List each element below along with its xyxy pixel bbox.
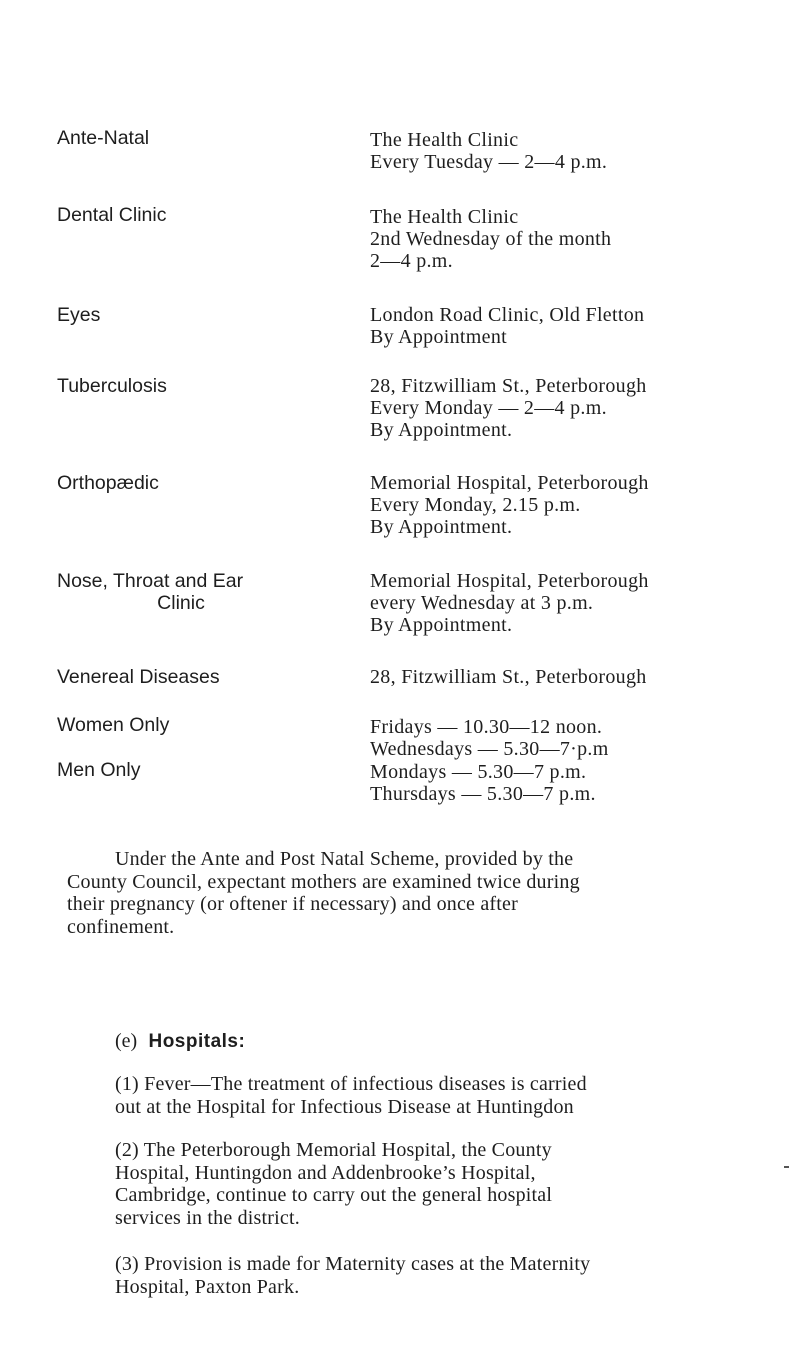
paragraph-line: out at the Hospital for Infectious Disease at Huntingdon bbox=[115, 1095, 574, 1118]
service-detail-line: 28, Fitzwilliam St., Peterborough bbox=[370, 666, 647, 688]
service-detail bbox=[370, 716, 770, 760]
service-detail-line: By Appointment. bbox=[370, 516, 513, 538]
service-label bbox=[57, 304, 337, 326]
margin-mark bbox=[784, 1166, 789, 1168]
service-label-line: Dental Clinic bbox=[57, 204, 167, 226]
service-detail-line: Every Monday — 2—4 p.m. bbox=[370, 397, 607, 419]
service-label-line: Nose, Throat and Ear bbox=[57, 570, 244, 592]
service-detail-line: London Road Clinic, Old Fletton bbox=[370, 304, 645, 326]
service-label bbox=[57, 666, 337, 688]
service-detail bbox=[370, 666, 770, 688]
paragraph-line: services in the district. bbox=[115, 1206, 300, 1229]
service-detail-line: Thursdays — 5.30—7 p.m. bbox=[370, 783, 596, 805]
service-label-line: Venereal Diseases bbox=[57, 666, 220, 688]
service-detail-line: 2nd Wednesday of the month bbox=[370, 228, 612, 250]
service-detail-line: Every Tuesday — 2—4 p.m. bbox=[370, 151, 608, 173]
service-detail-line: Fridays — 10.30—12 noon. bbox=[370, 716, 603, 738]
ante-post-natal-paragraph bbox=[67, 848, 739, 938]
service-detail-line: 28, Fitzwilliam St., Peterborough bbox=[370, 375, 647, 397]
service-detail-line: By Appointment. bbox=[370, 614, 513, 636]
service-label-line: Men Only bbox=[57, 759, 141, 781]
service-detail-line: every Wednesday at 3 p.m. bbox=[370, 592, 594, 614]
service-detail-line: Mondays — 5.30—7 p.m. bbox=[370, 761, 587, 783]
service-detail-line: By Appointment. bbox=[370, 419, 513, 441]
hospitals-heading bbox=[115, 1030, 245, 1053]
service-label-line: Eyes bbox=[57, 304, 101, 326]
paragraph-line: (3) Provision is made for Maternity cases at the Maternity bbox=[115, 1253, 591, 1275]
service-detail-line: The Health Clinic bbox=[370, 129, 519, 151]
service-detail-line: By Appointment bbox=[370, 326, 507, 348]
service-label-line: Tuberculosis bbox=[57, 375, 167, 397]
service-detail-line: Memorial Hospital, Peterborough bbox=[370, 472, 649, 494]
service-label-line: Clinic bbox=[157, 592, 205, 614]
service-label bbox=[57, 714, 337, 736]
hospitals-item-maternity bbox=[115, 1253, 739, 1298]
paragraph-line: Under the Ante and Post Natal Scheme, provided by the bbox=[115, 848, 574, 870]
paragraph-line: (1) Fever—The treatment of infectious diseases is carried bbox=[115, 1073, 587, 1095]
section-marker: (e) bbox=[115, 1030, 138, 1052]
service-label bbox=[57, 759, 337, 781]
paragraph-line: their pregnancy (or oftener if necessary) and once after bbox=[67, 893, 518, 915]
service-detail-line: The Health Clinic bbox=[370, 206, 519, 228]
paragraph-line: (2) The Peterborough Memorial Hospital, the County bbox=[115, 1139, 552, 1161]
service-label bbox=[57, 204, 337, 226]
service-label-line: Women Only bbox=[57, 714, 170, 736]
hospitals-item-general-services bbox=[115, 1139, 739, 1229]
section-title: Hospitals: bbox=[148, 1031, 246, 1052]
service-detail-line: 2—4 p.m. bbox=[370, 250, 453, 272]
service-detail bbox=[370, 472, 770, 538]
service-detail-line: Memorial Hospital, Peterborough bbox=[370, 570, 649, 592]
service-detail bbox=[370, 206, 770, 272]
paragraph-line: confinement. bbox=[67, 915, 175, 938]
paragraph-line: County Council, expectant mothers are examined twice during bbox=[67, 870, 580, 893]
service-detail bbox=[370, 375, 770, 441]
service-detail bbox=[370, 129, 770, 173]
service-detail bbox=[370, 761, 770, 805]
service-detail bbox=[370, 570, 770, 636]
service-detail-line: Wednesdays — 5.30—7·p.m bbox=[370, 738, 609, 760]
service-label-line: Ante-Natal bbox=[57, 127, 150, 149]
service-label bbox=[57, 472, 337, 494]
service-label bbox=[57, 127, 337, 149]
service-label bbox=[57, 570, 337, 614]
paragraph-line: Hospital, Paxton Park. bbox=[115, 1275, 300, 1298]
service-detail bbox=[370, 304, 770, 348]
paragraph-line: Cambridge, continue to carry out the general hospital bbox=[115, 1184, 553, 1206]
service-label bbox=[57, 375, 337, 397]
paragraph-line: Hospital, Huntingdon and Addenbrooke’s Hospital, bbox=[115, 1161, 536, 1184]
service-detail-line: Every Monday, 2.15 p.m. bbox=[370, 494, 581, 516]
hospitals-item-fever bbox=[115, 1073, 739, 1118]
service-label-line: Orthopædic bbox=[57, 472, 159, 494]
